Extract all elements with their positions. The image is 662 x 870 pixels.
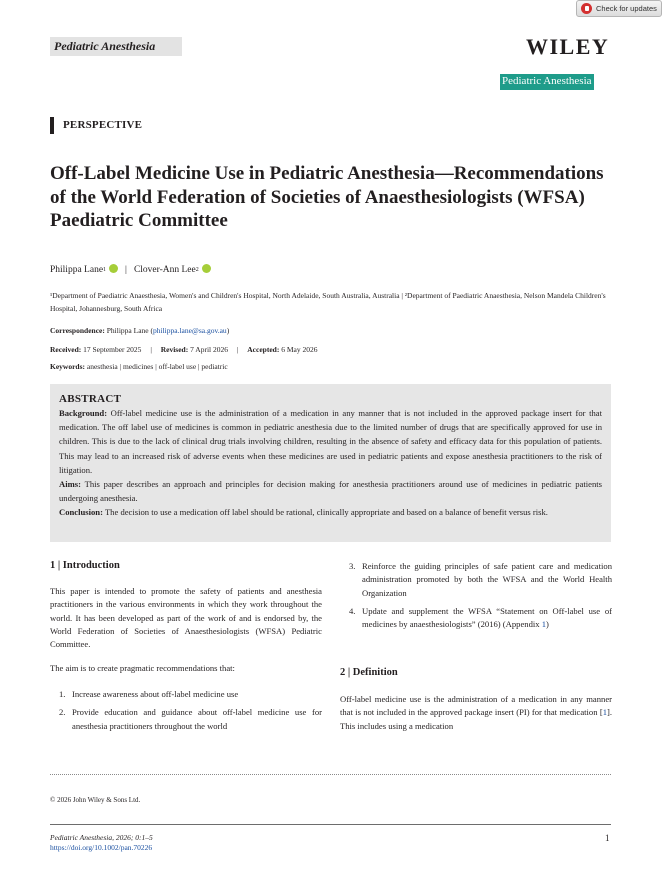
aims-list-continued	[340, 560, 612, 636]
page-number: 1	[605, 833, 610, 843]
list-item	[340, 560, 612, 600]
keywords-label: Keywords:	[50, 362, 85, 371]
section-heading-definition: 2 | Definition	[340, 667, 398, 678]
orcid-icon[interactable]	[109, 264, 118, 273]
author-list	[50, 265, 211, 275]
publisher-logo: WILEY	[526, 34, 610, 59]
correspondence	[50, 326, 229, 335]
date-separator: |	[150, 345, 152, 354]
received-date: 17 September 2025	[83, 345, 142, 354]
accepted-date: 6 May 2026	[281, 345, 318, 354]
author-affiliation-mark: 2	[195, 267, 199, 273]
footnote-divider	[50, 774, 611, 775]
correspondence-name: Philippa Lane (	[106, 326, 153, 335]
received-label: Received:	[50, 345, 82, 354]
list-item-number: 1.	[59, 689, 66, 699]
journal-link[interactable]: Pediatric Anesthesia	[500, 74, 594, 90]
abstract-heading: ABSTRACT	[59, 393, 122, 405]
list-item-text: Increase awareness about off-label medicine use	[72, 689, 239, 699]
definition-text-continued: ]. This includes using a medication	[340, 707, 612, 731]
author-separator: |	[125, 265, 127, 275]
author-name[interactable]: Clover-Ann Lee	[133, 265, 196, 275]
aims-list	[50, 688, 322, 738]
revised-label: Revised:	[160, 345, 189, 354]
list-item-number: 4.	[349, 605, 356, 616]
aims-text: This paper describes an approach and principles for decision making for anesthesia practitioners around use of medicines in pediatric patients undergoing anesthesia.	[59, 479, 602, 504]
abstract-box	[50, 384, 611, 542]
abstract-aims	[59, 477, 602, 505]
affiliations: ¹Department of Paediatric Anaesthesia, Women's and Children's Hospital, North Adelaide, South Australia, Australia | ²Department of Paediatric Anaesthesia, Nelson Mandela Children's Hospital, Johannesburg, South Africa	[50, 291, 606, 313]
doi-link[interactable]: https://doi.org/10.1002/pan.70226	[50, 843, 153, 852]
background-text: Off-label medicine use is the administration of a medication in any manner that is not included in the approved package insert for that medication. The off label use of medicines is common in pediatric anesthesia due to the limited number of drugs that are specifically approved for use in children. This is due to the lack of clinical drug trials involving children, resulting in the absence of safety and efficacy data for this population of patients. This may lead to an increased risk of adverse events when these medicines are used in pediatric patients and expose anesthesia practitioners to the risk of litigation.	[59, 408, 602, 475]
journal-tag: Pediatric Anesthesia	[50, 37, 182, 56]
section-heading-introduction: 1 | Introduction	[50, 560, 120, 571]
correspondence-close: )	[226, 326, 230, 335]
revised-date: 7 April 2026	[190, 345, 228, 354]
author-name[interactable]: Philippa Lane	[50, 265, 104, 275]
abstract-background	[59, 406, 602, 477]
list-item-text	[362, 605, 612, 632]
list-item-text-body: Update and supplement the WFSA “Statement on Off-label use of medicines by anaesthesiologists” (2016) (Appendix	[362, 605, 612, 630]
list-item	[50, 688, 322, 701]
intro-aim-paragraph: The aim is to create pragmatic recommendations that:	[50, 663, 235, 673]
keywords	[50, 362, 228, 371]
reference-link[interactable]: 1	[602, 707, 607, 718]
bookmark-icon	[581, 3, 592, 14]
correspondence-email-link[interactable]: philippa.lane@sa.gov.au	[152, 326, 227, 335]
orcid-icon[interactable]	[202, 264, 211, 273]
article-title: Off-Label Medicine Use in Pediatric Anesthesia—Recommendations of the World Federation of Societies of Anaesthesiologists (WFSA) Paediatric Committee	[50, 163, 604, 231]
list-item	[50, 706, 322, 733]
aims-label: Aims:	[59, 479, 81, 490]
list-item-number: 3.	[349, 561, 356, 571]
list-item	[340, 605, 612, 632]
keywords-list: anesthesia | medicines | off-label use | pediatric	[86, 362, 228, 371]
footer-divider	[50, 824, 611, 825]
conclusion-label: Conclusion:	[59, 507, 103, 518]
list-item-text: Provide education and guidance about off-label medicine use for anesthesia practitioners throughout the world	[72, 707, 322, 731]
check-for-updates-label: Check for updates	[596, 4, 657, 13]
appendix-link[interactable]: 1	[541, 619, 547, 630]
list-item-number: 2.	[59, 707, 66, 718]
list-item-text-close: )	[546, 619, 549, 630]
author-affiliation-mark: 1	[103, 267, 107, 273]
article-dates	[50, 345, 317, 354]
check-for-updates-button[interactable]	[576, 0, 662, 17]
background-label: Background:	[59, 408, 108, 418]
copyright: © 2026 John Wiley & Sons Ltd.	[50, 796, 141, 804]
correspondence-label: Correspondence:	[50, 326, 105, 335]
definition-paragraph	[340, 693, 612, 733]
article-type: PERSPECTIVE	[50, 117, 142, 134]
definition-text: Off-label medicine use is the administration of a medication in any manner that is not included in the approved package insert (PI) for that medication [	[340, 694, 612, 718]
accepted-label: Accepted:	[247, 345, 280, 354]
list-item-text: Reinforce the guiding principles of safe patient care and medication administration promoted by both the WFSA and the World Health Organization	[362, 561, 612, 598]
footer-citation: Pediatric Anesthesia, 2026; 0:1–5	[50, 833, 153, 842]
intro-paragraph: This paper is intended to promote the safety of patients and anesthesia practitioners in the various environments in which they work throughout the world. It has been developed as part of the work of and is endorsed by, the World Federation of Societies of Anaesthesiologists (WFSA) Pediatric Committee.	[50, 586, 322, 650]
abstract-conclusion	[59, 505, 602, 519]
conclusion-text: The decision to use a medication off label should be rational, clinically appropriate and based on a balance of benefit versus risk.	[104, 507, 548, 518]
date-separator: |	[236, 345, 239, 354]
